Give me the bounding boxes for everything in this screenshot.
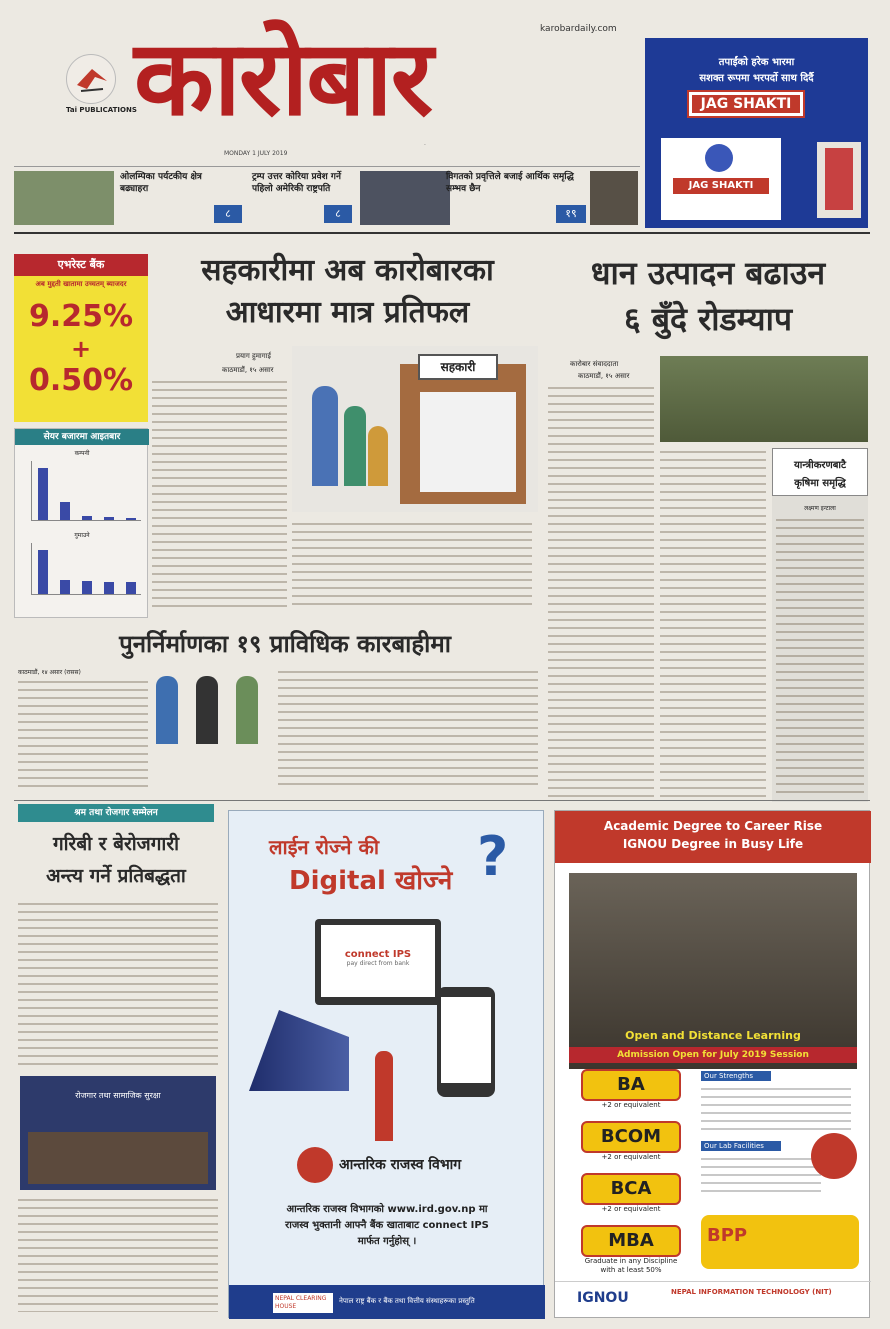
third-body: [18, 900, 218, 1068]
ignou-heading2: IGNOU Degree in Busy Life: [622, 837, 804, 851]
mechanization-sidebox[interactable]: [772, 448, 868, 802]
workers-illustration: [152, 668, 270, 744]
degree-name: BCA: [581, 1173, 681, 1205]
rate-2: 0.50%: [28, 363, 134, 398]
ignou-logo: IGNOU: [577, 1290, 629, 1306]
laptop-graphic: [315, 919, 441, 1005]
approval-badge: [811, 1133, 857, 1179]
ignou-heading1: Academic Degree to Career Rise: [603, 819, 823, 833]
sidebox-title2: कृषिमा समृद्धि: [794, 478, 846, 489]
worker-figure: [236, 676, 258, 744]
strengths-list: [701, 1085, 851, 1135]
facilities-list: [701, 1155, 821, 1195]
bank-header: [14, 254, 148, 276]
ad-brand2: JAG SHAKTI: [673, 178, 769, 194]
strengths-heading: Our Strengths: [701, 1071, 771, 1081]
ird-dept: आन्तरिक राजस्व विभाग: [339, 1157, 462, 1173]
ad-line2: सशक्त रूपमा भरपर्दो साथ दिर्दै: [699, 73, 814, 84]
illustration-label: सहकारी: [440, 360, 476, 374]
share-chart-2: [31, 543, 141, 595]
degree-ba[interactable]: [581, 1069, 681, 1121]
ad-bags: [817, 142, 861, 218]
degree-sub: Graduate in any Discipline with at least 50%: [584, 1257, 678, 1274]
sidebox-byline: लक्ष्मण इन्टाला: [804, 505, 836, 512]
figure-person: [368, 426, 388, 486]
third-headline-line1: गरिबी र बेरोजगारी: [52, 833, 180, 855]
degree-mba[interactable]: [581, 1225, 681, 1289]
rate-1: 9.25%: [28, 299, 134, 334]
sidebox-header: [772, 448, 868, 496]
event-caption: रोजगार तथा सामाजिक सुरक्षा: [75, 1091, 161, 1100]
chart2-label: गुमाउने: [74, 532, 90, 539]
ird-emblem-icon: [297, 1147, 333, 1183]
second-headline[interactable]: पुनर्निर्माणका १९ प्राविधिक कारबाहीमा: [119, 629, 451, 658]
degree-bcom[interactable]: [581, 1121, 681, 1173]
clearing-house: NEPAL CLEARING HOUSE: [273, 1293, 333, 1313]
teaser-photo: [360, 171, 450, 225]
share-title: सेयर बजारमा आइतबार: [15, 429, 149, 445]
nit-name: NEPAL INFORMATION TECHNOLOGY (NIT): [671, 1288, 832, 1296]
teaser-page: १९: [556, 205, 586, 223]
ad-brand: JAG SHAKTI: [692, 95, 800, 113]
ignou-header: [555, 811, 871, 863]
chart-bar: [60, 502, 70, 520]
chart-bar: [82, 516, 92, 520]
chart-bar: [104, 582, 114, 594]
event-people: [28, 1132, 208, 1184]
share-market-box: [14, 428, 148, 618]
worker-figure: [196, 676, 218, 744]
ird-footer: [229, 1285, 545, 1319]
cooperative-illustration: [292, 346, 538, 512]
event-photo: [20, 1076, 216, 1190]
lead-headline-line2: आधारमा मात्र प्रतिफल: [225, 295, 470, 330]
third-body-2: [18, 1196, 218, 1312]
lead-dateline: काठमाडौं, १५ असार: [222, 366, 274, 374]
teaser-text: विगतको प्रवृत्तिले बजाई आर्थिक समृद्धि सम्भव छैन: [446, 172, 574, 194]
ignou-ad[interactable]: [554, 810, 870, 1318]
right-headline-line2: ६ बुँदे रोडम्याप: [623, 300, 793, 338]
right-byline: कारोबार संवाददाता: [570, 360, 619, 368]
ignou-banner2: Admission Open for July 2019 Session: [569, 1047, 857, 1063]
chart-bar: [126, 582, 136, 594]
figure-person: [344, 406, 366, 486]
question-mark-icon: ?: [477, 825, 509, 888]
mid-rule: [14, 800, 870, 801]
ird-footer-text: नेपाल राष्ट्र बैंक र बैंक तथा वित्तीय संस्थाहरूका प्रस्तुति: [339, 1297, 475, 1305]
degree-list: [581, 1069, 681, 1289]
bird-logo-icon: [67, 55, 117, 105]
chart-bar: [82, 581, 92, 594]
lead-body-col1: [152, 378, 287, 608]
rate-plus: +: [70, 335, 92, 363]
right-dateline: काठमाडौं, १५ असार: [578, 372, 630, 380]
chart-bar: [38, 550, 48, 594]
masthead-tagline: .: [424, 140, 426, 147]
teaser-text: ओलम्पिका पर्यटकीय क्षेत्र बढ्याहरा: [120, 172, 202, 194]
teaser-2[interactable]: [250, 167, 450, 229]
teaser-3[interactable]: [444, 167, 640, 229]
teaser-1[interactable]: [14, 167, 244, 229]
publisher-name: Tai PUBLICATIONS: [66, 106, 137, 114]
lead-headline-line1: सहकारीमा अब कारोबारका: [201, 253, 494, 288]
ird-line2: Digital खोज्ने: [289, 866, 453, 896]
teaser-text: ट्रम्प उत्तर कोरिया प्रवेश गर्ने पहिलो अमेरिकी राष्ट्रपति: [252, 172, 341, 194]
chart1-label: कम्पनी: [74, 450, 90, 457]
second-body-col1: [18, 678, 148, 790]
masthead-title: कारोबार: [134, 17, 432, 139]
teaser-page: ८: [324, 205, 352, 223]
third-headline[interactable]: [18, 828, 214, 892]
queue-figures: [249, 1001, 349, 1091]
bank-tagline: अब मुद्दती खातामा उच्चतम् ब्याजदर: [35, 280, 127, 288]
ird-ad[interactable]: [228, 810, 544, 1318]
teaser-page: ८: [214, 205, 242, 223]
sidebox-body: [776, 516, 864, 796]
figure-person: [312, 386, 338, 486]
teaser-strip: [14, 166, 640, 228]
man-figure: [375, 1051, 393, 1141]
jag-shakti-ad[interactable]: [645, 38, 868, 228]
lead-byline: प्रयाग हुमागाई: [236, 352, 271, 360]
right-body-col2: [660, 448, 766, 802]
right-body-col1: [548, 384, 654, 802]
degree-sub: +2 or equivalent: [601, 1205, 661, 1213]
chart-bar: [60, 580, 70, 594]
ad-product-area: [661, 138, 781, 220]
phone-screen: [441, 997, 491, 1083]
phone-graphic: [437, 987, 495, 1097]
header-rule: [14, 232, 870, 234]
degree-name: BA: [581, 1069, 681, 1101]
ad-line1: तपाईंको हरेक भारमा: [718, 57, 795, 68]
everest-bank-ad[interactable]: [14, 254, 148, 422]
ird-body1: आन्तरिक राजस्व विभागको www.ird.gov.np मा: [286, 1204, 488, 1215]
degree-name: BCOM: [581, 1121, 681, 1153]
ad-brand-box: [687, 90, 805, 118]
connectips-logo: connect IPS: [344, 949, 412, 960]
section-tag: श्रम तथा रोजगार सम्मेलन: [18, 804, 214, 822]
degree-bca[interactable]: [581, 1173, 681, 1225]
chart-bar: [38, 468, 48, 520]
connectips-tag: pay direct from bank: [346, 960, 410, 967]
second-dateline: काठमाडौं, १४ असार (रासस): [18, 669, 81, 676]
degree-sub: +2 or equivalent: [601, 1101, 661, 1109]
ird-line1: लाईन रोज्ने की: [269, 835, 380, 859]
degree-name: MBA: [581, 1225, 681, 1257]
bank-name: एभरेस्ट बैंक: [57, 258, 105, 271]
ird-body2: राजस्व भुक्तानी आफ्नै बैंक खाताबाट connect IPS: [285, 1220, 489, 1231]
masthead-web: karobardaily.com: [540, 24, 617, 34]
degree-sub: +2 or equivalent: [601, 1153, 661, 1161]
sign-board: [418, 354, 498, 380]
third-headline-line2: अन्त्य गर्ने प्रतिबद्धता: [46, 865, 186, 887]
lead-body-col2: [292, 520, 532, 610]
right-headline[interactable]: [546, 250, 870, 346]
ignou-footer: [555, 1281, 871, 1319]
ignou-banner1: Open and Distance Learning: [625, 1029, 801, 1042]
teaser-photo: [14, 171, 114, 225]
ird-body3: मार्फत गर्नुहोस् ।: [357, 1236, 417, 1247]
second-body-col2: [278, 668, 538, 790]
share-chart-1: [31, 461, 141, 521]
worker-figure: [156, 676, 178, 744]
laptop-screen: [321, 925, 435, 997]
facilities-heading: Our Lab Facilities: [701, 1141, 781, 1151]
sidebox-title1: यान्त्रीकरणबाटै: [793, 460, 847, 471]
bpp-box: [701, 1215, 859, 1269]
right-headline-line1: धान उत्पादन बढाउन: [590, 254, 826, 292]
lead-headline[interactable]: [160, 250, 535, 336]
chart-bar: [104, 517, 114, 520]
masthead-dateline: MONDAY 1 JULY 2019: [224, 150, 288, 157]
bpp-label: BPP: [707, 1225, 748, 1246]
house-interior: [420, 392, 516, 492]
jag-logo-icon: [705, 144, 733, 172]
publisher-logo: [66, 54, 116, 104]
chart-bar: [126, 518, 136, 520]
paddy-photo: [660, 356, 868, 442]
teaser-photo: [590, 171, 638, 225]
masthead: [14, 14, 634, 164]
